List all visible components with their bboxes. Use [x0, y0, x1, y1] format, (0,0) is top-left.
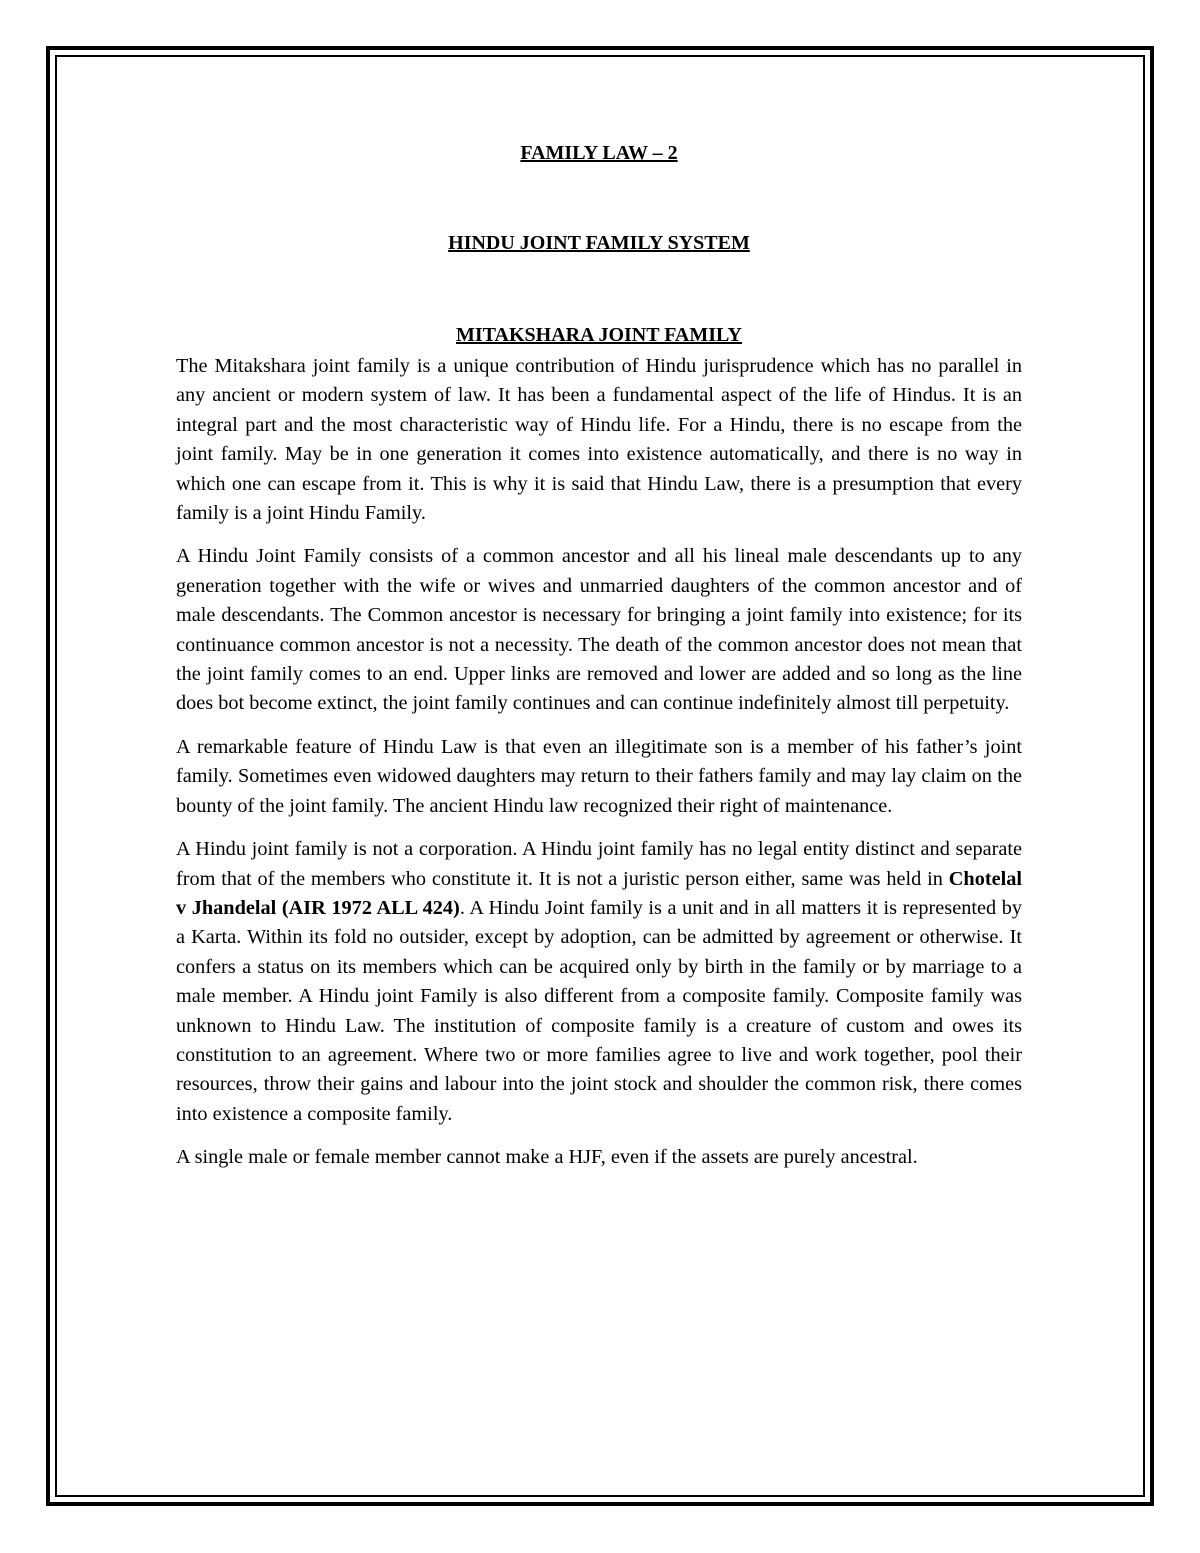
document-title: FAMILY LAW – 2 [520, 142, 678, 164]
case-citation: Chotelal v Jhandelal (AIR 1972 ALL 424) [176, 867, 1022, 919]
paragraph-2: A Hindu Joint Family consists of a common ancestor and all his lineal male descendants up to any generation together with the wife or wives and unmarried daughters of the common ancestor and of male descendants. The Common ancestor is necessary for bringing a joint family into existence; for its continuance common ancestor is not a necessity. The death of the common ancestor does not mean that the joint family comes to an end. Upper links are removed and lower are added and so long as the line does bot become extinct, the joint family continues and can continue indefinitely almost till perpetuity. [176, 545, 1022, 715]
paragraph-4-text-before: A Hindu joint family is not a corporation. A Hindu joint family has no legal entity distinct and separate from that of the members who constitute it. It is not a juristic person either, same was held in [176, 838, 1022, 890]
paragraph-1: The Mitakshara joint family is a unique contribution of Hindu jurisprudence which has no parallel in any ancient or modern system of law. It has been a fundamental aspect of the life of Hindus. It is an integral part and the most characteristic way of Hindu life. For a Hindu, there is no escape from the joint family. May be in one generation it comes into existence automatically, and there is no way in which one can escape from it. This is why it is said that Hindu Law, there is a presumption that every family is a joint Hindu Family. [176, 355, 1022, 525]
paragraph-4-text-after: . A Hindu Joint family is a unit and in all matters it is represented by a Karta. Within its fold no outsider, except by adoption, can be admitted by agreement or otherwise. It confers a status on its members which can be acquired only by birth in the family or by marriage to a male member. A Hindu joint Family is also different from a composite family. Composite family was unknown to Hindu Law. The institution of composite family is a creature of custom and owes its constitution to an agreement. Where two or more families agree to live and work together, pool their resources, throw their gains and labour into the joint stock and shoulder the common risk, there comes into existence a composite family. [176, 896, 1022, 1125]
section-title: HINDU JOINT FAMILY SYSTEM [448, 232, 750, 254]
paragraph-4 [176, 835, 1022, 1129]
paragraph-3: A remarkable feature of Hindu Law is that even an illegitimate son is a member of his father’s joint family. Sometimes even widowed daughters may return to their fathers family and may lay claim on the bounty of the joint family. The ancient Hindu law recognized their right of maintenance. [176, 735, 1022, 817]
paragraph-5: A single male or female member cannot make a HJF, even if the assets are purely ancestral. [176, 1146, 918, 1169]
document-body [176, 138, 1022, 1187]
subsection-title: MITAKSHARA JOINT FAMILY [456, 324, 742, 346]
